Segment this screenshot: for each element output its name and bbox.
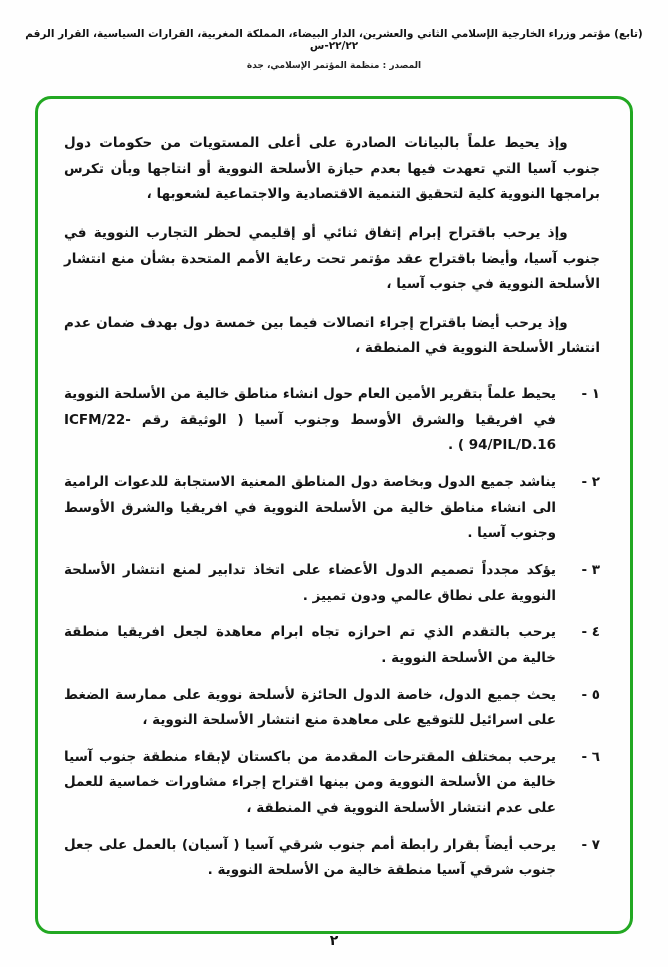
list-item	[64, 833, 600, 884]
item-text: يحث جميع الدول، خاصة الدول الحائزة لأسلحة نووية على ممارسة الضغط على اسرائيل للتوقيع على معاهدة منع انتشار الأسلحة النووية ،	[64, 686, 556, 729]
item-text: يرحب بمختلف المقترحات المقدمة من باكستان لإبقاء منطقة جنوب آسيا خالية من الأسلحة النووية ومن بينها اقتراح إجراء مشاورات خماسية للعمل على عدم انتشار الأسلحة النووية في المنطقة ،	[64, 748, 556, 817]
list-item	[64, 683, 600, 734]
page-number: ٢	[329, 933, 339, 949]
list-item	[64, 382, 600, 459]
resolution-list	[64, 382, 600, 884]
preamble-paragraph: وإذ يرحب أيضا باقتراح إجراء اتصالات فيما بين خمسة دول بهدف ضمان عدم انتشار الأسلحة النووية في المنطقة ،	[64, 314, 600, 357]
item-number: ٢ -	[581, 474, 600, 491]
item-text: يرحب بالتقدم الذي تم احرازه تجاه ابرام معاهدة لجعل افريقيا منطقة خالية من الأسلحة النووية .	[64, 624, 556, 666]
list-item	[64, 558, 600, 609]
preamble-paragraph: وإذ يرحب باقتراح إبرام إتفاق ثنائي أو إقليمي لحظر التجارب النووية في جنوب آسيا، وأيضا باقتراح عقد مؤتمر تحت رعاية الأمم المتحدة بشأن منع انتشار الأسلحة النووية في جنوب آسيا ،	[64, 224, 600, 293]
list-item	[64, 745, 600, 822]
item-text: يرحب أيضاً بقرار رابطة أمم جنوب شرقي آسيا ( آسيان) بالعمل على جعل جنوب شرقي آسيا منطقة خالية من الأسلحة النووية .	[64, 836, 556, 879]
item-number: ٦ -	[581, 748, 600, 765]
document-header	[10, 28, 658, 71]
preamble-section	[64, 131, 600, 362]
header-title-line: (تابع) مؤتمر وزراء الخارجية الإسلامي الثاني والعشرين، الدار البيضاء، المملكة المغربية، القرارات السياسية، القرار الرقم ٢٢/٢٢-س	[25, 28, 643, 52]
item-number: ٥ -	[581, 686, 600, 703]
green-border-frame	[35, 96, 633, 934]
header-source-line: المصدر : منظمة المؤتمر الإسلامي، جدة	[246, 61, 422, 71]
item-text: يناشد جميع الدول وبخاصة دول المناطق المعنية الاستجابة للدعوات الرامية الى انشاء مناطق خالية من الأسلحة النووية في افريقيا والشرق الأوسط وجنوب آسيا .	[64, 474, 556, 542]
item-number: ٤ -	[581, 624, 600, 641]
item-number: ١ -	[581, 386, 600, 403]
item-text: يحيط علماً بتقرير الأمين العام حول انشاء مناطق خالية من الأسلحة النووية في افريقيا والشرق الأوسط وجنوب آسيا ( الوثيقة رقم ICFM/22-94/PIL/D.16 ) .	[64, 386, 556, 454]
list-item	[64, 470, 600, 547]
list-item	[64, 620, 600, 671]
item-text: يؤكد مجدداً تصميم الدول الأعضاء على اتخاذ تدابير لمنع انتشار الأسلحة النووية على نطاق عالمي ودون تمييز .	[64, 561, 556, 604]
item-number: ٧ -	[581, 836, 600, 853]
preamble-paragraph: وإذ يحيط علماً بالبيانات الصادرة على أعلى المستويات من حكومات دول جنوب آسيا التي تعهدت فيها بعدم حيازة الأسلحة النووية أو انتاجها وبأن تكرس برامجها النووية كلية لتحقيق التنمية الاقتصادية والاجتماعية لشعوبها ،	[64, 135, 600, 203]
item-number: ٣ -	[581, 561, 600, 578]
